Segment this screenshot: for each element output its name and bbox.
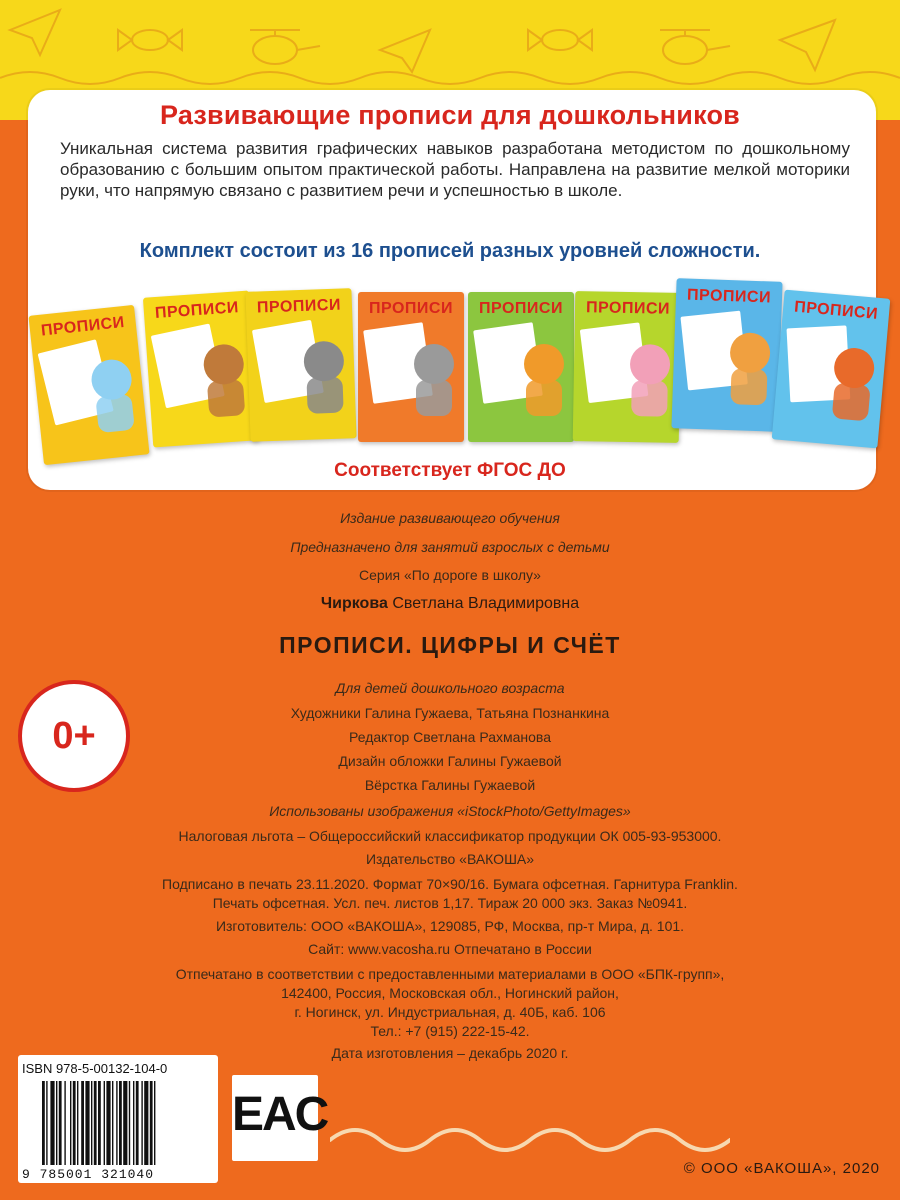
- author-line: [0, 595, 900, 613]
- kit-description: Комплект состоит из 16 прописей разных уровней сложности.: [139, 240, 761, 262]
- book-cover: [573, 291, 682, 443]
- book-cover: [143, 290, 259, 447]
- barcode-icon: [42, 1081, 202, 1165]
- layout-line: Вёрстка Галины Гужаевой: [364, 777, 536, 793]
- author-name: Светлана Владимировна: [392, 595, 580, 612]
- animal-body: [95, 394, 135, 434]
- animal-body: [730, 368, 767, 405]
- raccoon-icon: [414, 344, 454, 384]
- pig-icon: [630, 344, 671, 385]
- printing-line: Печать офсетная. Усл. печ. листов 1,17. Тираж 20 000 экз. Заказ №0941.: [212, 895, 688, 911]
- edition-line: Издание развивающего обучения: [340, 510, 560, 526]
- card-title: Развивающие прописи для дошкольников: [160, 100, 740, 130]
- artists-line: Художники Галина Гужаева, Татьяна Познанкина: [290, 705, 610, 721]
- book-cover-title: ПРОПИСИ: [479, 300, 563, 317]
- book-cover-title: ПРОПИСИ: [40, 313, 126, 340]
- date-line: Дата изготовления – декабрь 2020 г.: [331, 1045, 569, 1061]
- series-line: Серия «По дороге в школу»: [359, 567, 541, 583]
- book-cover: [28, 305, 149, 465]
- card-description: Уникальная система развития графических навыков разработана методистом по дошкольному образованию с большим опытом практической работы. Направлена на развитие мелкой моторики руки, что напрямую связано с развитием речи и успешностью в школе.: [60, 139, 850, 200]
- copyright: © ООО «ВАКОША», 2020: [683, 1160, 880, 1177]
- book-cover-title: ПРОПИСИ: [793, 298, 879, 323]
- purpose-line: Предназначено для занятий взрослых с детьми: [290, 539, 610, 555]
- images-credit-line: Использованы изображения «iStockPhoto/GettyImages»: [269, 803, 631, 819]
- age-rating-badge: 0+: [18, 680, 130, 792]
- manufacturer-line: Изготовитель: ООО «ВАКОША», 129085, РФ, Москва, пр-т Мира, д. 101.: [215, 918, 685, 934]
- book-cover-title: ПРОПИСИ: [154, 299, 240, 323]
- eac-mark: [232, 1075, 328, 1161]
- book-cover: [358, 292, 464, 442]
- animal-body: [631, 380, 668, 417]
- book-cover: [245, 288, 356, 442]
- phone-line: Тел.: +7 (915) 222-15-42.: [370, 1023, 530, 1039]
- tiger-icon: [729, 332, 770, 373]
- tax-line: Налоговая льгота – Общероссийский классификатор продукции ОК 005-93-953000.: [178, 828, 722, 844]
- paper-plane-icon: [780, 20, 835, 70]
- wave-decoration: [330, 1100, 730, 1170]
- printed-by-line-1: Отпечатано в соответствии с предоставленными материалами в ООО «БПК-групп»,: [175, 966, 725, 982]
- eac-logo: EAC: [232, 1088, 328, 1141]
- cover-design-line: Дизайн обложки Галины Гужаевой: [338, 753, 562, 769]
- lion-icon: [524, 344, 564, 384]
- animal-body: [306, 377, 343, 414]
- book-cover: [671, 278, 782, 432]
- animal-body: [526, 380, 562, 416]
- animal-body: [207, 379, 245, 417]
- book-cover-title: ПРОПИСИ: [686, 286, 772, 307]
- book-covers-row: [36, 280, 886, 460]
- paper-plane-icon: [10, 10, 60, 55]
- animal-body: [832, 382, 871, 421]
- paper-plane-icon: [380, 30, 430, 72]
- author-surname: Чиркова: [320, 595, 388, 612]
- barcode-block: [18, 1055, 218, 1183]
- animal-body: [416, 380, 452, 416]
- fgos-compliance: Соответствует ФГОС ДО: [334, 460, 566, 481]
- hedgehog-icon: [303, 341, 344, 382]
- isbn-label: ISBN 978-5-00132-104-0: [22, 1061, 168, 1076]
- book-cover-title: ПРОПИСИ: [585, 299, 671, 318]
- site-line: Сайт: www.vacosha.ru Отпечатано в России: [308, 941, 592, 957]
- audience-line: Для детей дошкольного возраста: [335, 680, 565, 696]
- editor-line: Редактор Светлана Рахманова: [349, 729, 551, 745]
- printed-by-line-3: г. Ногинск, ул. Индустриальная, д. 40Б, каб. 106: [294, 1004, 606, 1020]
- signed-line: Подписано в печать 23.11.2020. Формат 70×90/16. Бумага офсетная. Гарнитура Franklin.: [162, 876, 738, 892]
- publisher-line: Издательство «ВАКОША»: [365, 851, 535, 867]
- book-cover: [772, 290, 891, 449]
- barcode-number: 9 785001 321040: [22, 1167, 155, 1182]
- book-cover-title: ПРОПИСИ: [256, 296, 342, 317]
- book-cover-title: ПРОПИСИ: [369, 300, 453, 317]
- printed-by-line-2: 142400, Россия, Московская обл., Ногинский район,: [281, 985, 619, 1001]
- book-title: ПРОПИСИ. ЦИФРЫ И СЧЁТ: [279, 632, 621, 658]
- book-cover: [468, 292, 574, 442]
